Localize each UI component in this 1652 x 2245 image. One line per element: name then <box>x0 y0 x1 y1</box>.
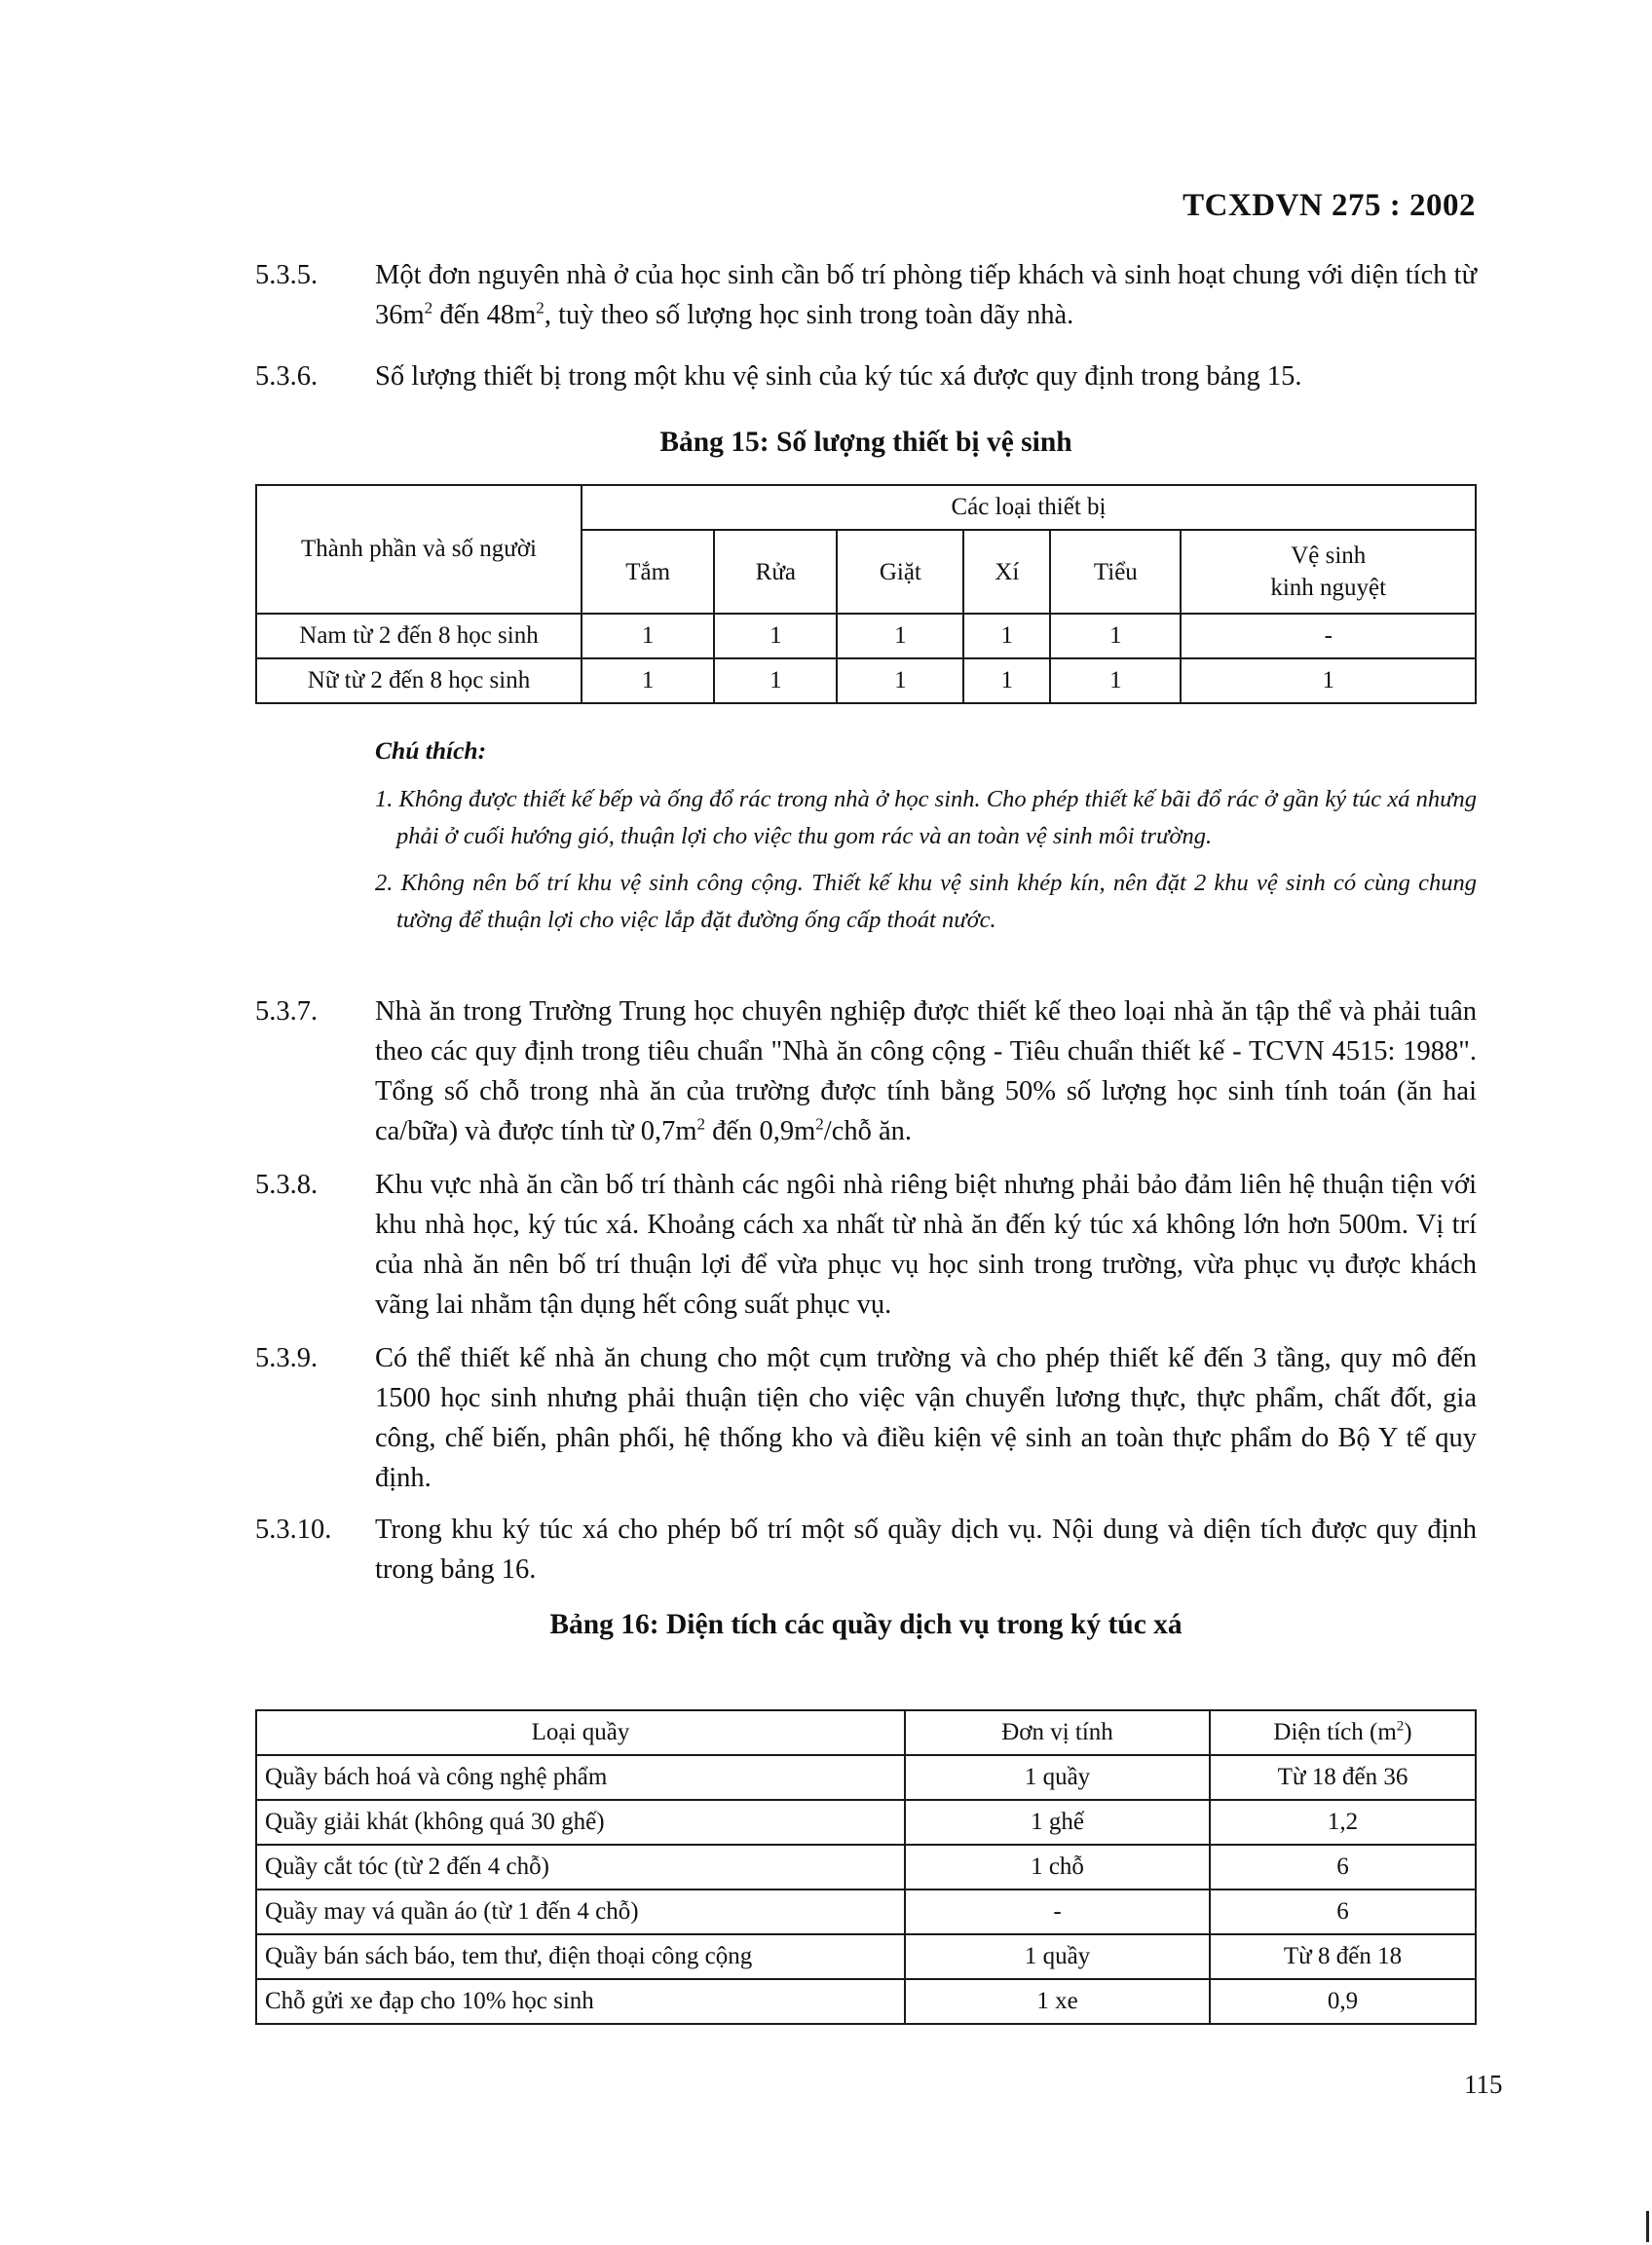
kiosk-type: Quầy giải khát (không quá 30 ghế) <box>256 1800 905 1845</box>
unit: 1 ghế <box>905 1800 1210 1845</box>
unit: 1 quầy <box>905 1934 1210 1979</box>
section-5-3-8 <box>255 1165 1477 1325</box>
area: Từ 8 đến 18 <box>1210 1934 1476 1979</box>
section-text: Một đơn nguyên nhà ở của học sinh cần bố trí phòng tiếp khách và sinh hoạt chung với diện tích từ $36m^2$ đến $48m^2$, tuỳ theo số lượng học sinh trong toàn dãy nhà. <box>375 260 1478 330</box>
table-16-caption: Bảng 16: Diện tích các quầy dịch vụ trong ký túc xá <box>549 1609 1183 1640</box>
unit: 1 xe <box>905 1979 1210 2024</box>
area: 6 <box>1210 1890 1476 1934</box>
table-row <box>256 1845 1476 1890</box>
area: 0,9 <box>1210 1979 1476 2024</box>
notes-title: Chú thích: <box>375 736 487 765</box>
scan-edge-mark <box>1646 2211 1649 2242</box>
column-header: Diện tích $(m^2)$ <box>1210 1710 1476 1755</box>
table-15-sanitary-equipment <box>255 484 1477 704</box>
cell: 1 <box>837 614 963 658</box>
table-row <box>256 658 1476 703</box>
table-row <box>256 614 1476 658</box>
section-text: Có thể thiết kế nhà ăn chung cho một cụm trường và cho phép thiết kế đến 3 tầng, quy mô đến 1500 học sinh nhưng phải thuận tiện cho việc vận chuyển lương thực, thực phẩm, chất đốt, gia công, chế biến, phân phối, hệ thống kho và điều kiện vệ sinh an toàn thực phẩm do Bộ Y tế quy định. <box>375 1343 1477 1493</box>
section-5-3-7 <box>255 992 1477 1151</box>
column-header: Rửa <box>714 530 837 614</box>
column-header: Tắm <box>582 530 714 614</box>
column-header: Tiểu <box>1050 530 1181 614</box>
area: 6 <box>1210 1845 1476 1890</box>
table-15-caption: Bảng 15: Số lượng thiết bị vệ sinh <box>659 427 1072 458</box>
table-row <box>256 1755 1476 1800</box>
row-header-cell: Thành phần và số người <box>256 485 582 614</box>
note-item: 2. Không nên bố trí khu vệ sinh công cộng. Thiết kế khu vệ sinh khép kín, nên đặt 2 khu vệ sinh có cùng chung tường để thuận lợi cho việc lắp đặt đường ống cấp thoát nước. <box>375 870 1477 933</box>
kiosk-type: Chỗ gửi xe đạp cho 10% học sinh <box>256 1979 905 2024</box>
section-text: Nhà ăn trong Trường Trung học chuyên nghiệp được thiết kế theo loại nhà ăn tập thể và phải tuân theo các quy định trong tiêu chuẩn "Nhà ăn công cộng - Tiêu chuẩn thiết kế - TCVN 4515: 1988". Tổng số chỗ trong nhà ăn của trường được tính bằng 50% số lượng học sinh tính toán (ăn hai ca/bữa) và được tính từ $0,7m^2$ đến $0,9m^2$/chỗ ăn. <box>375 996 1477 1146</box>
section-5-3-6 <box>255 356 1477 396</box>
note-item: 1. Không được thiết kế bếp và ống đổ rác trong nhà ở học sinh. Cho phép thiết kế bãi đổ rác ở gần ký túc xá nhưng phải ở cuối hướng gió, thuận lợi cho việc thu gom rác và an toàn vệ sinh môi trường. <box>375 786 1477 849</box>
table-header-row <box>256 1710 1476 1755</box>
section-number: 5.3.6. <box>255 361 319 392</box>
row-label: Nữ từ 2 đến 8 học sinh <box>256 658 582 703</box>
section-number: 5.3.5. <box>255 260 319 290</box>
standard-code-header: TCXDVN 275 : 2002 <box>1183 188 1476 223</box>
section-text: Trong khu ký túc xá cho phép bố trí một số quầy dịch vụ. Nội dung và diện tích được quy định trong bảng 16. <box>375 1515 1477 1585</box>
unit: - <box>905 1890 1210 1934</box>
unit: 1 chỗ <box>905 1845 1210 1890</box>
column-header: Giặt <box>837 530 963 614</box>
cell: 1 <box>963 614 1050 658</box>
section-5-3-9 <box>255 1338 1477 1498</box>
column-header: Vệ sinh kinh nguyệt <box>1181 530 1476 614</box>
table-16-service-kiosks <box>255 1709 1477 2025</box>
kiosk-type: Quầy may vá quần áo (từ 1 đến 4 chỗ) <box>256 1890 905 1934</box>
cell: 1 <box>1050 614 1181 658</box>
unit: 1 quầy <box>905 1755 1210 1800</box>
kiosk-type: Quầy bách hoá và công nghệ phẩm <box>256 1755 905 1800</box>
section-number: 5.3.8. <box>255 1170 319 1200</box>
kiosk-type: Quầy bán sách báo, tem thư, điện thoại công cộng <box>256 1934 905 1979</box>
section-text: Khu vực nhà ăn cần bố trí thành các ngôi nhà riêng biệt nhưng phải bảo đảm liên hệ thuận tiện với khu nhà học, ký túc xá. Khoảng cách xa nhất từ nhà ăn đến ký túc xá không lớn hơn 500m. Vị trí của nhà ăn nên bố trí thuận lợi để vừa phục vụ học sinh trong trường, vừa phục vụ được khách vãng lai nhằm tận dụng hết công suất phục vụ. <box>375 1170 1477 1320</box>
section-5-3-5 <box>255 255 1477 335</box>
cell: 1 <box>1050 658 1181 703</box>
group-header-cell: Các loại thiết bị <box>582 485 1476 530</box>
row-label: Nam từ 2 đến 8 học sinh <box>256 614 582 658</box>
cell: 1 <box>582 614 714 658</box>
cell: 1 <box>1181 658 1476 703</box>
notes-block <box>375 732 1477 949</box>
section-number: 5.3.10. <box>255 1515 332 1545</box>
kiosk-type: Quầy cắt tóc (từ 2 đến 4 chỗ) <box>256 1845 905 1890</box>
section-text: Số lượng thiết bị trong một khu vệ sinh của ký túc xá được quy định trong bảng 15. <box>375 361 1302 392</box>
section-5-3-10 <box>255 1510 1477 1590</box>
column-header: Đơn vị tính <box>905 1710 1210 1755</box>
cell: 1 <box>963 658 1050 703</box>
cell: 1 <box>582 658 714 703</box>
table-row <box>256 1800 1476 1845</box>
table-row <box>256 1934 1476 1979</box>
section-number: 5.3.9. <box>255 1343 319 1373</box>
table-row <box>256 1890 1476 1934</box>
cell: 1 <box>714 658 837 703</box>
page-number: 115 <box>1464 2070 1503 2099</box>
column-header: Xí <box>963 530 1050 614</box>
cell: 1 <box>837 658 963 703</box>
area: 1,2 <box>1210 1800 1476 1845</box>
column-header: Loại quầy <box>256 1710 905 1755</box>
cell: - <box>1181 614 1476 658</box>
section-number: 5.3.7. <box>255 996 319 1027</box>
area: Từ 18 đến 36 <box>1210 1755 1476 1800</box>
cell: 1 <box>714 614 837 658</box>
table-row <box>256 1979 1476 2024</box>
